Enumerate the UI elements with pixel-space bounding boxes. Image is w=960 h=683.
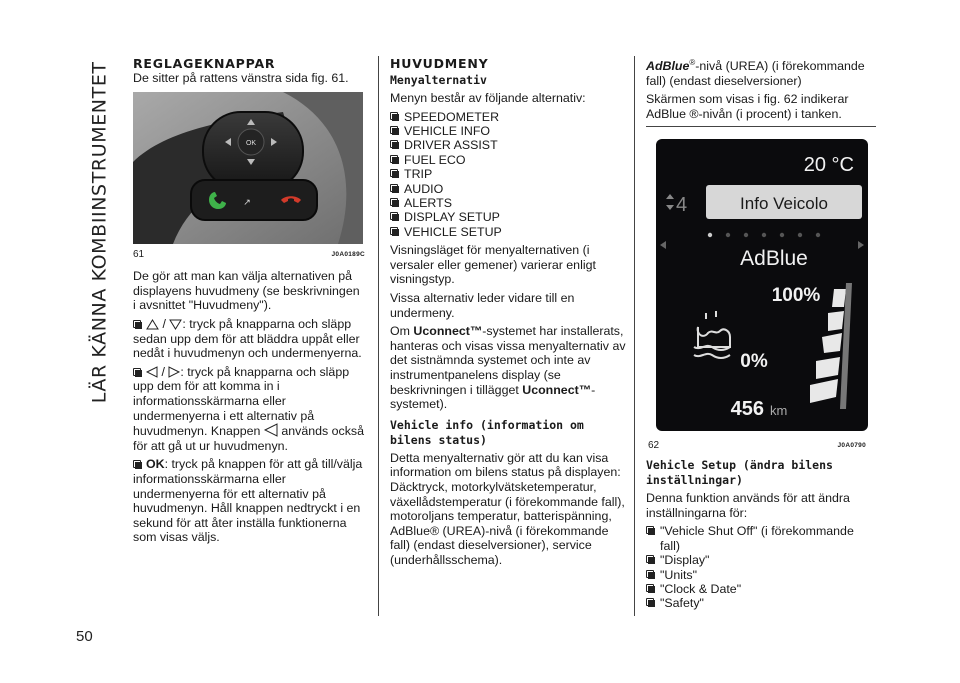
arrow-down-icon <box>169 319 182 330</box>
ok-button-label: OK <box>245 139 257 147</box>
arrow-up-icon <box>146 319 159 330</box>
column-divider-2 <box>634 56 635 616</box>
bullet-icon <box>133 320 142 329</box>
bullet-icon <box>390 227 399 236</box>
display-level-min: 0% <box>740 350 768 372</box>
list-item: "Units" <box>646 568 876 582</box>
display-temperature: 20 °C <box>803 153 854 176</box>
display-menu-index: 4 <box>676 193 688 216</box>
display-level-max: 100% <box>771 284 821 306</box>
list-item: "Display" <box>646 553 876 567</box>
bullet-icon <box>646 584 655 593</box>
adblue-display-image <box>646 133 876 435</box>
section-heading-main-menu: HUVUDMENY <box>390 56 489 71</box>
list-item: VEHICLE INFO <box>390 124 628 138</box>
bullet-icon <box>390 126 399 135</box>
list-item: TRIP <box>390 167 628 181</box>
column-divider-1 <box>378 56 379 616</box>
arrow-left-icon <box>264 423 278 437</box>
list-item: AUDIO <box>390 182 628 196</box>
figure-61 <box>133 92 365 262</box>
page-number: 50 <box>76 628 93 645</box>
bullet-icon <box>390 212 399 221</box>
display-menu-title: Info Veicolo <box>740 193 828 213</box>
display-range-unit: km <box>770 402 788 418</box>
controls-item-updown: / : tryck på knapparna och släpp sedan upp dem för att bläddra uppåt eller nedåt i huvudmenyn och undermenyerna. <box>133 316 362 361</box>
list-item: DRIVER ASSIST <box>390 138 628 152</box>
controls-para1: De gör att man kan välja alternativen på displayens huvudmeny (se beskrivningen i avsnittet "Huvudmeny"). <box>133 269 360 313</box>
controls-item-leftright-cont: huvudmenyn. Knappen används också för att gå ut ur huvudmenyn. <box>133 424 365 453</box>
display-range-value: 456 <box>730 397 764 420</box>
adblue-para2: Skärmen som visas i fig. 62 indikerar AdBlue ®-nivån (i procent) i tanken. <box>646 92 849 121</box>
bullet-icon <box>646 570 655 579</box>
bullet-icon <box>390 184 399 193</box>
adblue-para1: AdBlue®-nivå (UREA) (i förekommande fall) (endast dieselversioner) <box>646 58 865 88</box>
arrow-right-icon <box>168 366 180 378</box>
figure-62 <box>646 133 876 453</box>
list-item: "Clock & Date" <box>646 582 876 596</box>
vehicle-info-para: Detta menyalternativ gör att du kan visa information om bilens status på displayen: Däcktryck, motorkylvätsketemperatur, växellådstemperatur (i förekommande fall), motoroljans temperatur, batterispänning, AdBlue® (UREA)-nivå (i förekommande fall) (endast dieselversioner), service (underhållsschema). <box>390 450 625 567</box>
figure-62-code: J0A0790 <box>837 442 866 450</box>
bullet-icon <box>646 598 655 607</box>
chapter-title: LÄR KÄNNA KOMBIINSTRUMENTET <box>88 61 111 403</box>
svg-text:↗: ↗ <box>243 196 251 207</box>
controls-item-leftright: / : tryck på knapparna och släpp upp dem för att komma in i informationsskärmarna eller undermenyerna i ett alternativ på <box>133 364 350 423</box>
list-item: SPEEDOMETER <box>390 110 628 124</box>
bullet-icon <box>390 140 399 149</box>
menu-para3: Om Uconnect™-systemet har installerats, hanteras och visas vissa menyalternativ av det sistnämnda systemet och inte av instrumentpanelens display (se beskrivningen i tillägget Uconnect™-systemet). <box>390 324 626 412</box>
subheading-menu-options: Menyalternativ <box>390 73 487 87</box>
bullet-icon <box>646 555 655 564</box>
figure-61-code: J0A0189C <box>331 251 365 259</box>
chapter-sidebar <box>80 48 120 416</box>
figure-62-number: 62 <box>648 440 660 452</box>
bullet-icon <box>390 155 399 164</box>
bullet-icon <box>390 169 399 178</box>
figure-62-top-rule <box>646 126 876 127</box>
list-item: "Safety" <box>646 596 876 610</box>
column-adblue <box>646 56 876 615</box>
column-controls <box>133 56 365 549</box>
vehicle-setup-para: Denna funktion används för att ändra inställningarna för: <box>646 491 850 520</box>
subheading-vehicle-setup: Vehicle Setup (ändra bilens inställningar) <box>646 458 833 488</box>
section-heading-controls: REGLAGEKNAPPAR <box>133 56 276 71</box>
display-item-title: AdBlue <box>740 246 808 270</box>
list-item: "Vehicle Shut Off" (i förekommande fall) <box>646 524 876 553</box>
controls-item-ok: OK: tryck på knappen för att gå till/välja informationsskärmarna eller undermenyerna för ett alternativ på huvudmenyn. Håll knappen nedtryckt i en sekund för att åter inställa funktionerna som visas väljs. <box>133 457 363 545</box>
list-item: DISPLAY SETUP <box>390 210 628 224</box>
menu-intro: Menyn består av följande alternativ: <box>390 91 586 105</box>
bullet-icon <box>646 526 655 535</box>
menu-para2: Vissa alternativ leder vidare till en undermeny. <box>390 291 575 320</box>
bullet-icon <box>133 368 142 377</box>
bullet-icon <box>133 460 142 469</box>
controls-intro: De sitter på rattens vänstra sida fig. 61. <box>133 71 349 85</box>
list-item: FUEL ECO <box>390 153 628 167</box>
bullet-icon <box>390 112 399 121</box>
setup-items-list <box>646 524 876 610</box>
list-item: ALERTS <box>390 196 628 210</box>
list-item: VEHICLE SETUP <box>390 225 628 239</box>
subheading-vehicle-info: Vehicle info (information om bilens status) <box>390 417 584 447</box>
column-main-menu <box>390 56 628 572</box>
steering-wheel-controls-image <box>133 92 363 244</box>
arrow-left-icon <box>146 366 158 378</box>
figure-61-number: 61 <box>133 249 145 261</box>
menu-para1: Visningsläget för menyalternativen (i versaler eller gemener) varierar enligt visningstyp. <box>390 243 596 287</box>
menu-items-list <box>390 110 628 240</box>
bullet-icon <box>390 198 399 207</box>
